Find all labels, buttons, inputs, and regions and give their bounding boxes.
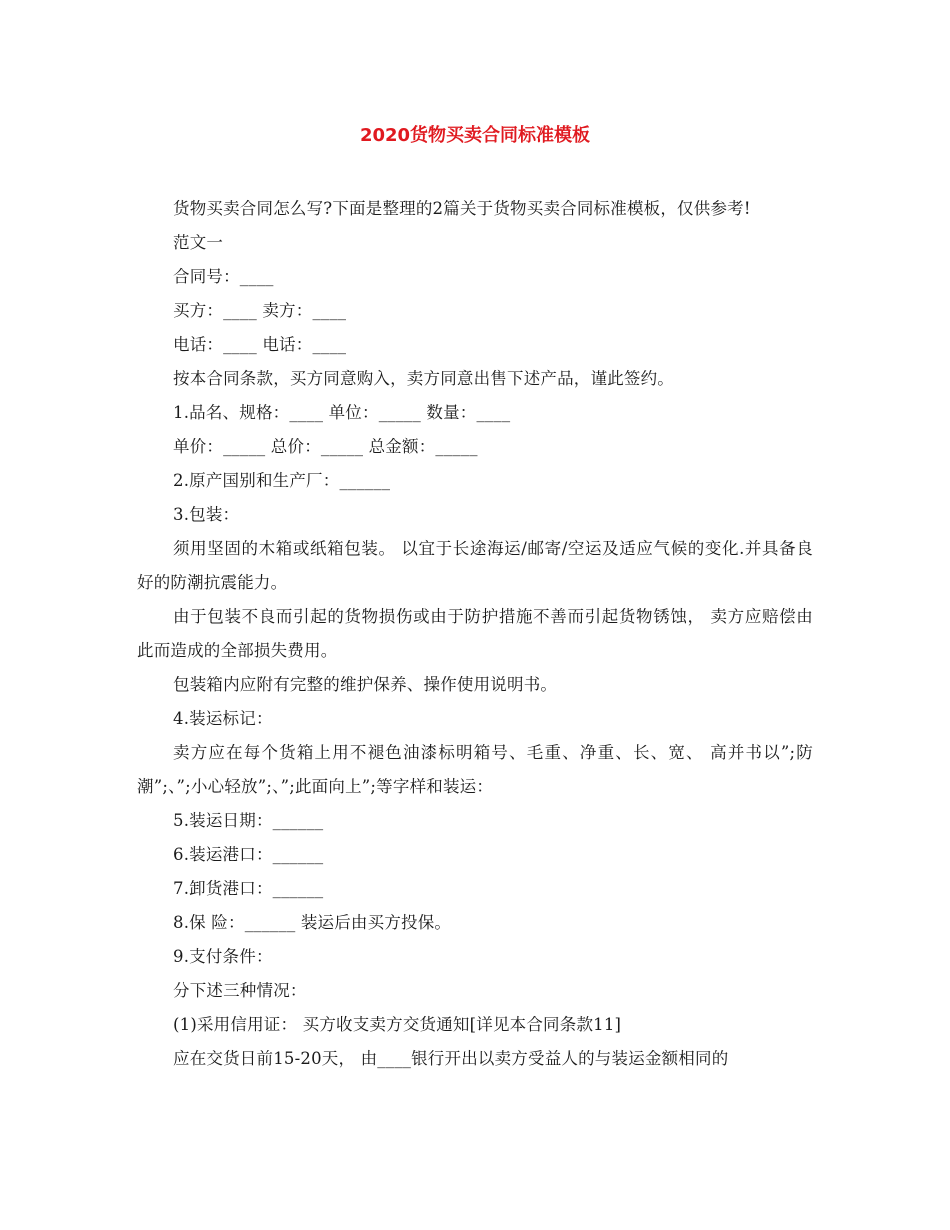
paragraph-delivery-days: 应在交货日前15-20天， 由____银行开出以卖方受益人的与装运金额相同的 (173, 1049, 729, 1068)
paragraph-marks: 卖方应在每个货箱上用不褪色油漆标明箱号、毛重、净重、长、宽、 高并书以”;防潮”;、”;小心轻放”;、”;此面向上”;等字样和装运： (137, 743, 813, 796)
paragraph-parties: 买方：____ 卖方：____ (173, 301, 347, 320)
paragraph-agreement: 按本合同条款，买方同意购入，卖方同意出售下述产品，谨此签约。 (173, 369, 674, 388)
paragraph-clause-8: 8.保 险：______ 装运后由买方投保。 (173, 913, 452, 932)
paragraph-clause-3: 3.包装： (173, 505, 240, 524)
paragraph-sample-heading: 范文一 (173, 233, 224, 252)
paragraph-clause-9: 9.支付条件： (173, 947, 273, 966)
paragraph-letter-of-credit: (1)采用信用证： 买方收支卖方交货通知[详见本合同条款11] (173, 1015, 622, 1034)
paragraph-clause-1: 1.品名、规格：____ 单位：_____ 数量：____ (173, 403, 511, 422)
document-body (137, 192, 813, 1076)
document-title: 2020货物买卖合同标准模板 (359, 125, 591, 146)
paragraph-three-cases: 分下述三种情况： (173, 981, 307, 1000)
paragraph-clause-7: 7.卸货港口：______ (173, 879, 324, 898)
paragraph-contract-number: 合同号：____ (173, 267, 274, 286)
paragraph-intro: 货物买卖合同怎么写?下面是整理的2篇关于货物买卖合同标准模板，仅供参考! (173, 199, 751, 218)
paragraph-prices: 单价：_____ 总价：_____ 总金额：_____ (173, 437, 478, 456)
paragraph-phones: 电话：____ 电话：____ (173, 335, 347, 354)
paragraph-packing-2: 由于包装不良而引起的货物损伤或由于防护措施不善而引起货物锈蚀， 卖方应赔偿由此而造成的全部损失费用。 (137, 607, 813, 660)
paragraph-packing-3: 包装箱内应附有完整的维护保养、操作使用说明书。 (173, 675, 558, 694)
paragraph-clause-6: 6.装运港口：______ (173, 845, 324, 864)
paragraph-clause-4: 4.装运标记： (173, 709, 273, 728)
paragraph-clause-2: 2.原产国别和生产厂：______ (173, 471, 391, 490)
paragraph-packing-1: 须用坚固的木箱或纸箱包装。 以宜于长途海运/邮寄/空运及适应气候的变化.并具备良好的防潮抗震能力。 (137, 539, 813, 592)
paragraph-clause-5: 5.装运日期：______ (173, 811, 324, 830)
